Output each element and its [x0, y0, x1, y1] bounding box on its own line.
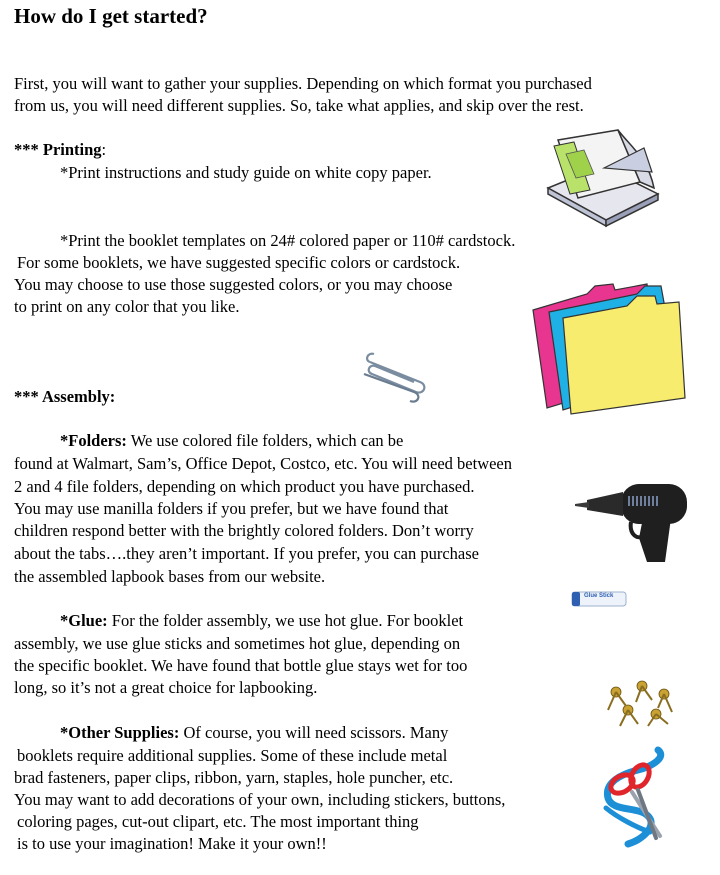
folders-line-3: 2 and 4 file folders, depending on which product you have purchased. — [14, 477, 475, 496]
glue-gun-icon — [573, 478, 693, 566]
printing-para-1: *Print instructions and study guide on white copy paper. — [60, 163, 432, 182]
paper-stack-icon — [544, 128, 662, 228]
other-line-5: coloring pages, cut-out clipart, etc. The most important thing — [17, 812, 419, 831]
glue-stick-label: Glue Stick — [584, 593, 614, 599]
printing-para-2-line-2: For some booklets, we have suggested specific colors or cardstock. — [17, 253, 461, 272]
other-line-1 — [60, 722, 448, 744]
folders-line-7: the assembled lapbook bases from our website. — [14, 567, 326, 586]
page-title: How do I get started? — [14, 4, 208, 28]
paperclips-icon — [360, 352, 432, 396]
printing-stars: *** — [14, 140, 43, 159]
glue-text-1: For the folder assembly, we use hot glue. For booklet — [107, 611, 464, 630]
glue-line-4: long, so it’s not a great choice for lapbooking. — [14, 678, 318, 697]
printing-para-2-line-3: You may choose to use those suggested colors, or you may choose — [14, 275, 453, 294]
folders-line-1 — [60, 430, 403, 452]
other-line-2: booklets require additional supplies. Some of these include metal — [17, 746, 448, 765]
folders-line-6: about the tabs….they aren’t important. If you prefer, you can purchase — [14, 544, 479, 563]
printing-heading — [14, 139, 106, 161]
glue-label: *Glue: — [60, 611, 108, 630]
folders-label: *Folders: — [60, 431, 127, 450]
glue-stick-icon — [572, 590, 628, 608]
printing-para-2-line-4: to print on any color that you like. — [14, 297, 240, 316]
brad-fasteners-icon — [602, 680, 678, 728]
printing-colon: : — [101, 140, 107, 159]
folders-line-5: children respond better with the brightly colored folders. Don’t worry — [14, 521, 474, 540]
intro-line-2: from us, you will need different supplies. So, take what applies, and skip over the rest. — [14, 96, 584, 115]
folders-line-2: found at Walmart, Sam’s, Office Depot, Costco, etc. You will need between — [14, 454, 513, 473]
other-text-1: Of course, you will need scissors. Many — [179, 723, 449, 742]
file-folders-icon — [527, 284, 687, 414]
glue-line-1 — [60, 610, 463, 632]
folders-line-4: You may use manilla folders if you prefer, but we have found that — [14, 499, 449, 518]
glue-line-3: the specific booklet. We have found that bottle glue stays wet for too — [14, 656, 468, 675]
other-line-3: brad fasteners, paper clips, ribbon, yarn, staples, hole puncher, etc. — [14, 768, 454, 787]
glue-line-2: assembly, we use glue sticks and sometimes hot glue, depending on — [14, 634, 461, 653]
printing-heading-text: Printing — [42, 140, 102, 159]
intro-line-1: First, you will want to gather your supplies. Depending on which format you purchased — [14, 74, 592, 93]
other-line-6: is to use your imagination! Make it your own!! — [17, 834, 327, 853]
other-label: *Other Supplies: — [60, 723, 180, 742]
printing-para-2-line-1: *Print the booklet templates on 24# colored paper or 110# cardstock. — [60, 231, 516, 250]
scissors-ribbon-icon — [598, 748, 680, 848]
folders-text-1: We use colored file folders, which can be — [126, 431, 404, 450]
other-line-4: You may want to add decorations of your own, including stickers, buttons, — [14, 790, 506, 809]
assembly-heading: *** Assembly: — [14, 387, 116, 406]
